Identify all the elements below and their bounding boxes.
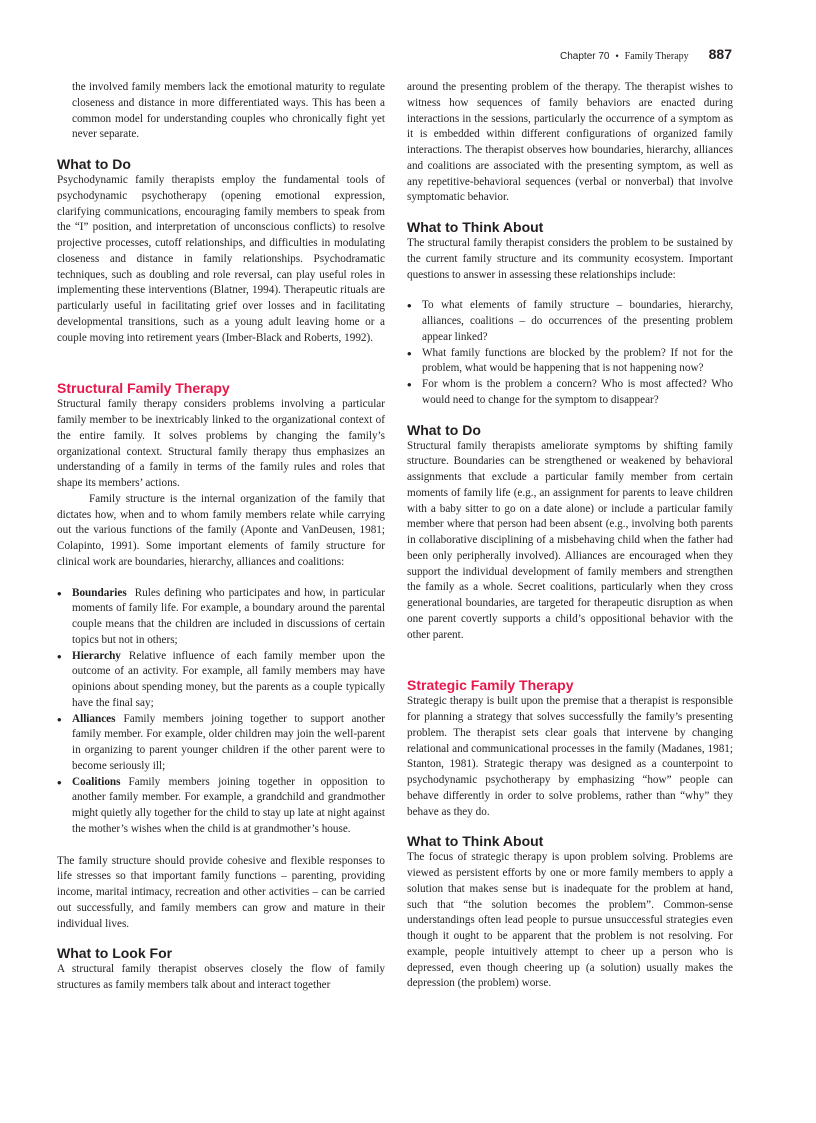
list-item-question: • To what elements of family structure – boundaries, hierarchy, alliances, coalitions – do occurrences of the presenting problem appear linked? xyxy=(407,298,733,345)
heading-structural-family-therapy: Structural Family Therapy xyxy=(57,380,230,397)
list-item-question: • For whom is the problem a concern? Who is most affected? Who would need to change for the symptom to disappear? xyxy=(407,377,733,409)
heading-strategic-family-therapy: Strategic Family Therapy xyxy=(407,677,574,694)
list-item-coalitions xyxy=(57,775,385,838)
list-item-question: • What family functions are blocked by the problem? If not for the problem, what would be happening that is not happening now? xyxy=(407,346,733,378)
continued-quote-paragraph: the involved family members lack the emotional maturity to regulate closeness and distance in more differentiated ways. This has been a common model for understanding couples who chronically fight yet never separate. xyxy=(72,81,385,141)
right-column xyxy=(407,80,733,992)
definition-boundaries: Rules defining who participates and how, in particular moments of family life. For example, a boundary around the parental couple means that the children are included in discussions of certain topics but not in others; xyxy=(72,586,385,646)
definition-coalitions: Family members joining together in opposition to another family member. For example, a grandchild and grandmother might quietly ally together for the child to stay up late at night against the mother’s wishes when the child is at grandmother’s house. xyxy=(72,775,385,835)
list-item-alliances xyxy=(57,712,385,775)
structure-elements-list xyxy=(57,586,385,838)
term-boundaries: Boundaries xyxy=(72,586,127,599)
left-column xyxy=(57,80,385,994)
paragraph-what-to-look-for-continued: around the presenting problem of the therapy. The therapist wishes to witness how sequences of family behaviors are enacted during interactions in the sessions, particularly the occurrence of a symptom as it is embedded within different configurations of organized family interactions. The therapist observes how boundaries, hierarchy, alliances and coalitions are associated with the presenting symptom, as well as any repetitive-behavioral sequences (verbal or nonverbal) that involve symptomatic behavior. xyxy=(407,81,733,204)
term-coalitions: Coalitions xyxy=(72,775,121,788)
running-header xyxy=(560,46,732,62)
page-number: 887 xyxy=(708,46,732,62)
paragraph-structural-intro: Structural family therapy considers problems involving a particular family member to be inextricably linked to the organizational context of the entire family. It solves problems by changing the family’s organizational context. Structural family therapy thus emphasizes an understanding of a family in terms of the family rules and roles that shape its members’ actions. xyxy=(57,398,385,489)
list-item-boundaries xyxy=(57,586,385,649)
paragraph-family-structure: Family structure is the internal organization of the family that dictates how, when and to whom family members relate while carrying out the various functions of the family (Aponte and VanDeusen, 1981; Colapinto, 1991). Some important elements of family structure for clinical work are boundaries, hierarchy, alliances and coalitions: xyxy=(57,492,385,568)
term-alliances: Alliances xyxy=(72,712,116,725)
heading-what-to-do-psychodynamic: What to Do xyxy=(57,156,131,172)
definition-alliances: Family members joining together to support another family member. For example, older children may join the well-parent in organizing to parent younger children if the other parent were to become seriously ill; xyxy=(72,712,385,772)
assessment-questions-list xyxy=(407,298,733,408)
paragraph-strategic-intro: Strategic therapy is built upon the premise that a therapist is responsible for planning a strategy that solves successfully the family’s presenting problem. The therapist sets clear goals that intervene by changing relational and communicational processes in the family (Madanes, 1981; Stanton, 1981). Strategic therapy was designed as a counterpoint to psychodynamic psychotherapy by emphasizing “how” people can behave differently in order to solve problems, rather than “why” they behave as they do. xyxy=(407,695,733,818)
definition-hierarchy: Relative influence of each family member upon the outcome of an activity. For example, all family members may have opinions about spending money, but the parents as a couple typically have the final say; xyxy=(72,649,385,709)
paragraph-what-to-do-structural: Structural family therapists ameliorate symptoms by shifting family structure. Boundaries can be strengthened or weakened by behavioral assignments that exclude a particular family member from certain moments of family life (e.g., an assignment for parents to leave children with a baby sitter to go on a date alone) or include a particular family member where that person had been absent (e.g., involving both parents in collaborative disciplining of a misbehaving child when the father had been only peripherally involved). Alliances are encouraged when they support the individual development of family members and strengthen the family as a whole. Secret coalitions, particularly when they cross generational boundaries, are targeted for therapeutic disruption as when one parent covertly supports a child’s oppositional behavior with the other parent. xyxy=(407,439,733,641)
paragraph-family-structure-functions: The family structure should provide cohesive and flexible responses to life stresses so that important family functions – parenting, providing income, marital intimacy, recreation and other activities – can be carried out successfully, and family members can grow and mature in their individual lives. xyxy=(57,854,385,930)
paragraph-psychodynamic-what-to-do: Psychodynamic family therapists employ the fundamental tools of psychodynamic psychotherapy (opening emotional expression, clarifying communications, encouraging family members to speak from the “I” position, and interpretation of unconscious conflicts) to resolve projective processes, cutoff relationships, and difficulties in modulating closeness and distance in family relationships. Psychodramatic techniques, such as doubling and role reversal, can play useful roles in implementing these interventions (Blatner, 1994). Therapeutic rituals are particularly useful in facilitating grief over losses and in facilitating developmental transitions, such as a young adult leaving home or a couple moving into retirement years (Imber-Black and Roberts, 1992). xyxy=(57,174,385,344)
chapter-title: Family Therapy xyxy=(624,51,689,62)
paragraph-think-about-structural: The structural family therapist considers the problem to be sustained by the current family structure and its community ecosystem. Important questions to answer in assessing these relationships include: xyxy=(407,237,733,281)
bullet-separator: • xyxy=(615,51,619,61)
heading-what-to-think-about-structural: What to Think About xyxy=(407,219,544,235)
term-hierarchy: Hierarchy xyxy=(72,649,121,662)
heading-what-to-do-structural: What to Do xyxy=(407,421,481,438)
chapter-label: Chapter 70 xyxy=(560,51,610,62)
heading-what-to-look-for: What to Look For xyxy=(57,945,173,962)
paragraph-think-about-strategic: The focus of strategic therapy is upon problem solving. Problems are viewed as persistent efforts by one or more family members to apply a solution that makes sense but is inadequate for the problem at hand, such that “the solution becomes the problem”. Common-sense understandings often lead people to pursue unsuccessful strategies even though it ought to be apparent that the problem is not resolving. For example, people intuitively attempt to cheer up a person who is depressed, even though cheering up (a solution) usually makes the depression (the problem) worse. xyxy=(407,851,733,990)
heading-what-to-think-about-strategic: What to Think About xyxy=(407,833,544,850)
list-item-hierarchy xyxy=(57,649,385,712)
paragraph-what-to-look-for-start: A structural family therapist observes closely the flow of family structures as family members talk about and interact together xyxy=(57,963,385,991)
